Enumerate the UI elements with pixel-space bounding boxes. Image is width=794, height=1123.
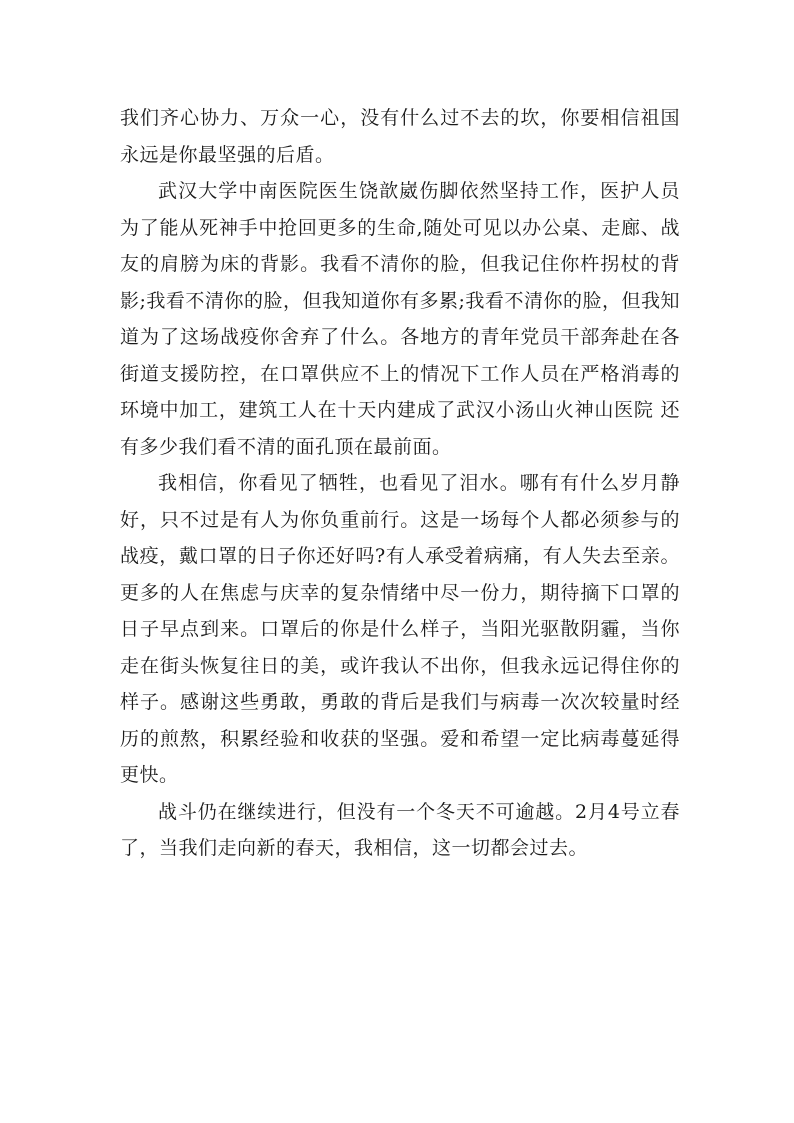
paragraph-spring: 战斗仍在继续进行，但没有一个冬天不可逾越。2月4号立春了，当我们走向新的春天，我相信，这一切都会过去。 [120,800,680,859]
paragraph-medical-staff: 武汉大学中南医院医生饶歆崴伤脚依然坚持工作，医护人员为了能从死神手中抢回更多的生命,随处可见以办公桌、走廊、战友的肩膀为床的背影。我看不清你的脸，但我记住你杵拐杖的背影;我看不清你的脸，但我知道你有多累;我看不清你的脸，但我知道为了这场战疫你舍弃了什么。各地方的青年党员干部奔赴在各街道支援防控，在口罩供应不上的情况下工作人员在严格消毒的环境中加工，建筑工人在十天内建成了武汉小汤山火神山医院 还有多少我们看不清的面孔顶在最前面。 [120,180,680,458]
paragraph-sacrifice: 我相信，你看见了牺牲，也看见了泪水。哪有有什么岁月静好，只不过是有人为你负重前行。这是一场每个人都必须参与的战疫，戴口罩的日子你还好吗?有人承受着病痛，有人失去至亲。更多的人在焦虑与庆幸的复杂情绪中尽一份力，期待摘下口罩的日子早点到来。口罩后的你是什么样子，当阳光驱散阴霾，当你走在街头恢复往日的美，或许我认不出你，但我永远记得住你的样子。感谢这些勇敢，勇敢的背后是我们与病毒一次次较量时经历的煎熬，积累经验和收获的坚强。爱和希望一定比病毒蔓延得更快。 [120,472,680,786]
document-body [120,100,680,867]
paragraph-continuation: 我们齐心协力、万众一心，没有什么过不去的坎，你要相信祖国永远是你最坚强的后盾。 [120,107,680,166]
